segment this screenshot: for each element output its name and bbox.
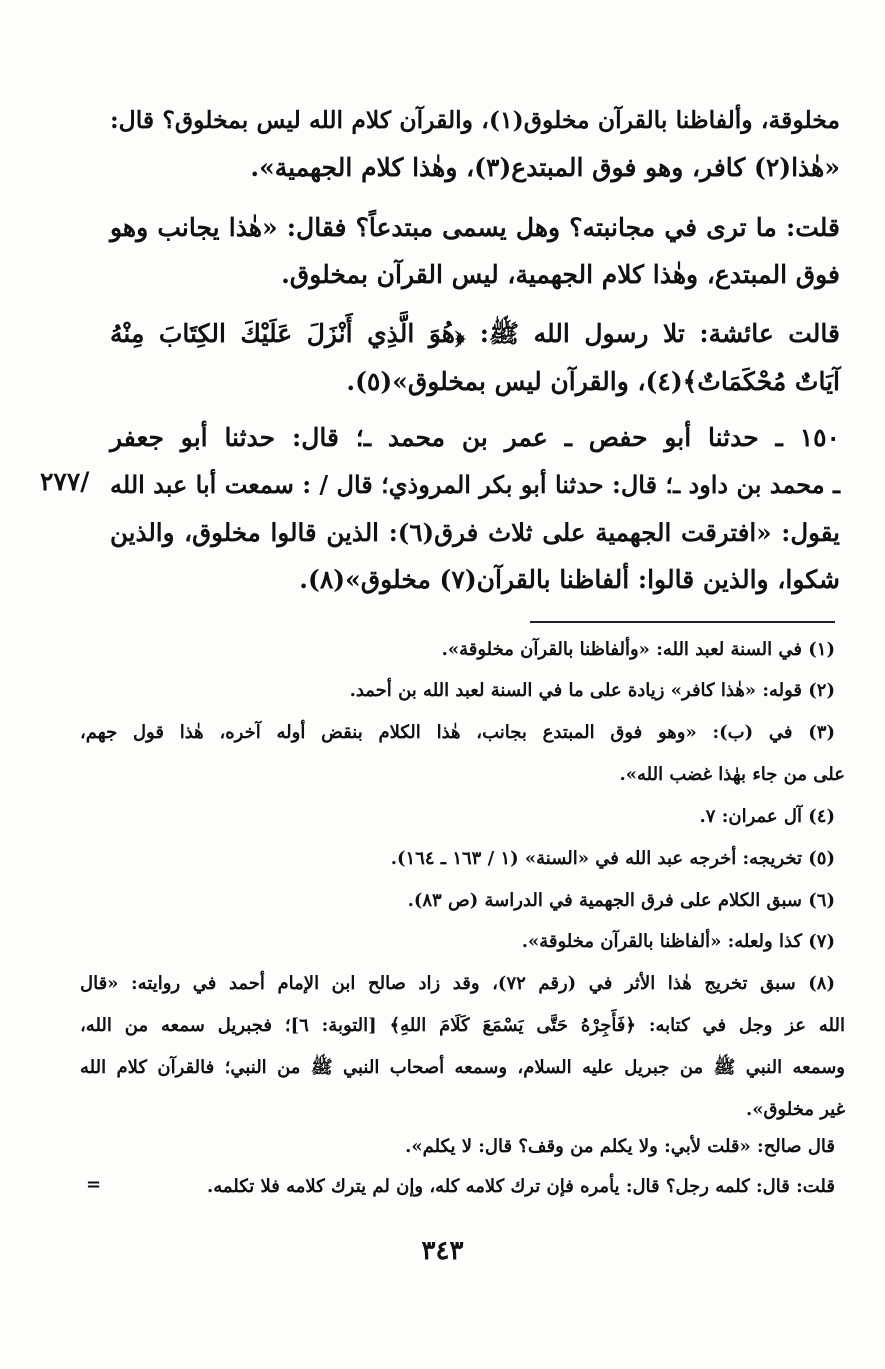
- footnote-line: (٨) سبق تخريج هٰذا الأثر في (رقم ٧٢)، وقد زاد صالح ابن الإمام أحمد في روايته: «قال: [80, 973, 835, 994]
- footnote-separator: [530, 621, 835, 623]
- footnote-line: (٥) تخريجه: أخرجه عبد الله في «السنة» (١ / ١٦٣ ـ ١٦٤).: [390, 848, 835, 869]
- footnote-line: (٣) في (ب): «وهو فوق المبتدع بجانب، هٰذا الكلام بنقض أوله آخره، هٰذا قول جهم،: [80, 722, 835, 743]
- manuscript-folio-reference: /٢٧٧: [40, 467, 90, 496]
- main-text-line: فوق المبتدع، وهٰذا كلام الجهمية، ليس القرآن بمخلوق.: [281, 260, 840, 289]
- main-text-line: مخلوقة، وألفاظنا بالقرآن مخلوق(١)، والقرآن كلام الله ليس بمخلوق؟ قال:: [110, 106, 840, 134]
- main-text-line: ١٥٠ ـ حدثنا أبو حفص ـ عمر بن محمد ـ؛ قال: حدثنا أبو جعفر: [110, 423, 840, 452]
- footnote-line: الله عز وجل في كتابه: ﴿فَأَجِرْهُ حَتَّى يَسْمَعَ كَلَامَ اللهِ﴾ [التوبة: ٦]؛ فجبريل سمعه من الله،: [80, 1015, 846, 1036]
- main-text-line: ـ محمد بن داود ـ؛ قال: حدثنا أبو بكر المروذي؛ قال / : سمعت أبا عبد الله: [110, 470, 840, 499]
- main-text-line: قالت عائشة: تلا رسول الله ﷺ: ﴿هُوَ الَّذِي أَنْزَلَ عَلَيْكَ الكِتَابَ مِنْهُ: [110, 319, 840, 348]
- footnote-line: (١) في السنة لعبد الله: «وألفاظنا بالقرآن مخلوقة».: [441, 639, 835, 660]
- main-text-line: «هٰذا(٢) كافر، وهو فوق المبتدع(٣)، وهٰذا كلام الجهمية».: [250, 153, 840, 182]
- footnote-line: على من جاء بهٰذا غضب الله».: [619, 764, 845, 785]
- footnote-line: وسمعه النبي ﷺ من جبريل عليه السلام، وسمعه أصحاب النبي ﷺ من النبي؛ فالقرآن كلام الله: [80, 1057, 845, 1078]
- page-number: ٣٤٣: [421, 1236, 464, 1266]
- footnote-line: قال صالح: «قلت لأبي: ولا يكلم من وقف؟ قال: لا يكلم».: [405, 1136, 835, 1157]
- footnote-line: (٧) كذا ولعله: «ألفاظنا بالقرآن مخلوقة».: [521, 931, 835, 952]
- footnote-line: قلت: قال: كلمه رجل؟ قال: يأمره فإن ترك كلامه كله، وإن لم يترك كلامه فلا تكلمه.: [206, 1176, 835, 1197]
- footnote-line: غير مخلوق».: [745, 1099, 845, 1120]
- footnote-line: (٤) آل عمران: ٧.: [699, 806, 835, 827]
- footnote-line: (٢) قوله: «هٰذا كافر» زيادة على ما في السنة لعبد الله بن أحمد.: [349, 680, 835, 701]
- footnote-line: (٦) سبق الكلام على فرق الجهمية في الدراسة (ص ٨٣).: [407, 890, 835, 911]
- main-text-line: شكوا، والذين قالوا: ألفاظنا بالقرآن(٧) مخلوق»(٨).: [299, 565, 840, 594]
- main-text-line: يقول: «افترقت الجهمية على ثلاث فرق(٦): الذين قالوا مخلوق، والذين: [110, 518, 841, 547]
- continuation-mark: =: [86, 1174, 102, 1195]
- main-text-line: آيَاتٌ مُحْكَمَاتٌ﴾(٤)، والقرآن ليس بمخلوق»(٥).: [346, 367, 840, 396]
- main-text-line: قلت: ما ترى في مجانبته؟ وهل يسمى مبتدعاً؟ فقال: «هٰذا يجانب وهو: [110, 213, 840, 242]
